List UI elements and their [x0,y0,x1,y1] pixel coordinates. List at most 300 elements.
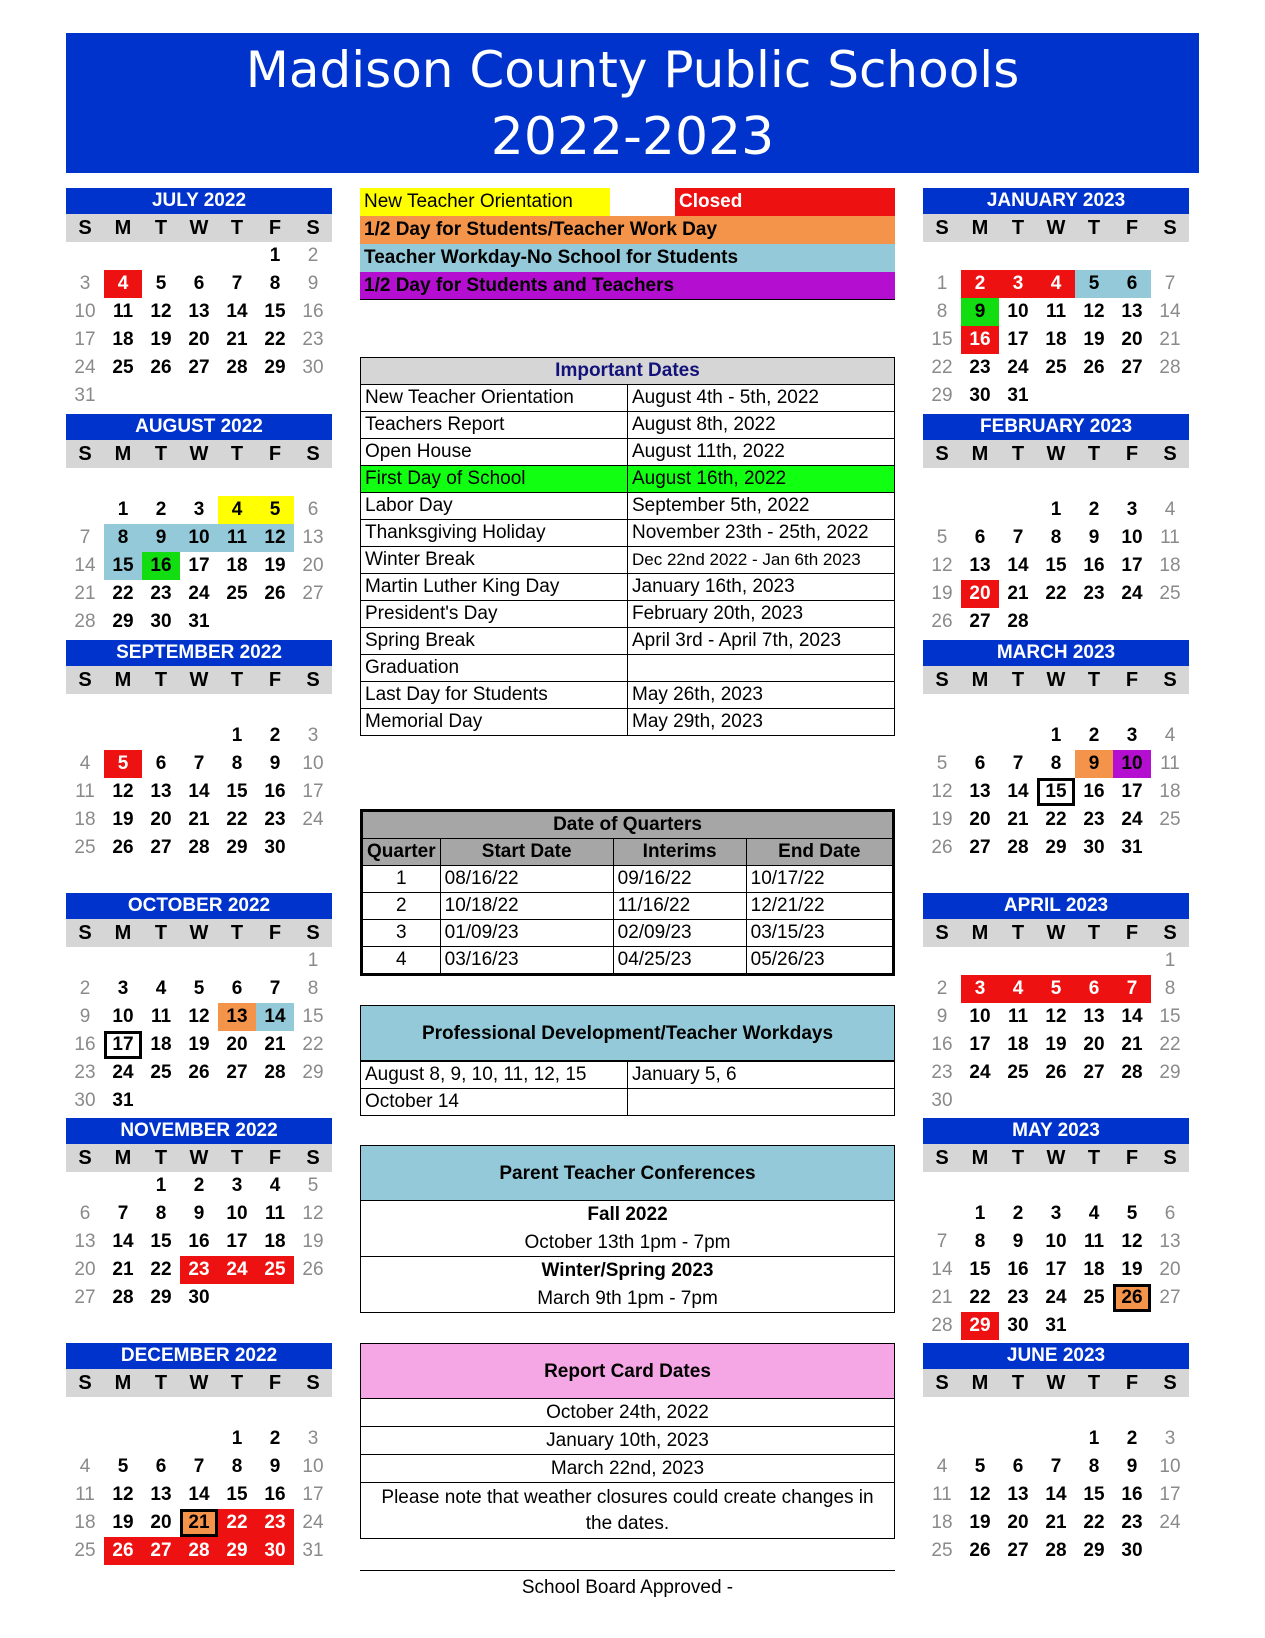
table-row [361,439,895,466]
day-cell: 31 [74,385,96,406]
day-cell [256,947,294,975]
weekday-label: T [154,1372,168,1394]
day-cell: 29 [150,1287,172,1308]
weekday-label: S [935,217,949,239]
day-cell: 6 [307,499,319,520]
weekday-label: W [189,669,209,691]
quarter-cell: 1 [362,866,441,893]
day-cell: 16 [1083,555,1105,576]
day-cell: 16 [1121,1484,1143,1505]
day-cell [218,1284,256,1312]
day-cell: 20 [1007,1512,1029,1533]
day-cell: 14 [1007,781,1029,802]
day-cell: 16 [302,301,324,322]
weekday-label: S [306,217,320,239]
day-cell: 1 [936,273,948,294]
weekday-label: F [268,669,282,691]
day-cell: 3 [307,1428,319,1449]
day-cell: 23 [931,1062,953,1083]
weekday-label: S [306,922,320,944]
month-right-5 [923,1343,1189,1565]
day-cell: 24 [1007,357,1029,378]
day-cell: 2 [961,270,999,298]
weekday-label: T [1087,217,1101,239]
day-cell: 16 [264,781,286,802]
day-cell: 14 [1159,301,1181,322]
day-cell: 12 [931,781,953,802]
weekday-label: S [935,443,949,465]
weekday-label: W [1046,217,1066,239]
day-cell [180,947,218,975]
day-cell: 8 [104,524,142,552]
week-row [66,1537,332,1565]
day-cell [66,1312,104,1340]
day-cell: 26 [302,1259,324,1280]
day-cell [1113,382,1151,410]
weekday-label: W [189,443,209,465]
day-cell: 2 [79,978,91,999]
quarter-cell: 3 [362,920,441,947]
day-cell [1037,608,1075,636]
event-date: February 20th, 2023 [628,601,895,628]
event-name: President's Day [361,601,628,628]
day-cell: 6 [231,978,243,999]
table-row [361,520,895,547]
event-date: May 26th, 2023 [628,682,895,709]
day-cell [1113,694,1151,722]
day-cell [104,1425,142,1453]
day-cell [1113,468,1151,496]
quarter-cell: 09/16/22 [613,866,746,893]
day-cell: 5 [1037,975,1075,1003]
week-row [66,1312,332,1340]
day-cell: 21 [188,809,210,830]
day-cell: 26 [931,611,953,632]
day-cell: 1 [231,1428,243,1449]
day-cell: 4 [936,1456,948,1477]
day-cell [294,694,332,722]
day-cell: 23 [1083,583,1105,604]
day-cell [104,722,142,750]
day-cell [961,496,999,524]
day-cell: 20 [961,580,999,608]
month-header: MARCH 2023 [923,640,1189,666]
day-cell: 23 [1121,1512,1143,1533]
day-cell: 4 [1088,1203,1100,1224]
week-row [66,722,332,750]
day-cell: 30 [1121,1540,1143,1561]
day-cell: 27 [1083,1062,1105,1083]
day-cell: 19 [1045,1034,1067,1055]
day-cell [1037,1172,1075,1200]
weekday-row [66,1144,332,1172]
day-cell [1075,382,1113,410]
week-row [923,298,1189,326]
event-name: Graduation [361,655,628,682]
day-cell: 20 [150,809,172,830]
weekday-label: F [1125,443,1139,465]
day-cell [66,947,104,975]
week-row [923,326,1189,354]
day-cell [999,468,1037,496]
weekday-label: S [1163,1147,1177,1169]
event-name: Martin Luther King Day [361,574,628,601]
quarter-cell: 4 [362,947,441,975]
day-cell: 20 [74,1259,96,1280]
week-row [923,552,1189,580]
day-cell: 27 [142,1537,180,1565]
day-cell: 3 [307,725,319,746]
day-cell: 29 [226,837,248,858]
day-cell: 15 [264,301,286,322]
day-cell: 8 [269,273,281,294]
day-cell: 13 [1159,1231,1181,1252]
day-cell: 25 [150,1062,172,1083]
day-cell: 31 [112,1090,134,1111]
week-row [923,1453,1189,1481]
day-cell: 11 [264,1203,286,1224]
day-cell: 27 [150,837,172,858]
day-cell: 10 [302,753,324,774]
pd-section [360,1005,895,1116]
day-cell: 8 [155,1203,167,1224]
quarters-header: Start Date [440,839,613,866]
day-cell: 1 [231,725,243,746]
day-cell: 25 [1007,1062,1029,1083]
table-row [361,1062,895,1089]
day-cell: 29 [931,385,953,406]
pd-cell [628,1089,895,1116]
day-cell: 16 [74,1034,96,1055]
day-cell: 26 [188,1062,210,1083]
day-cell: 16 [188,1231,210,1252]
day-cell [142,468,180,496]
day-cell: 17 [1007,329,1029,350]
day-cell: 28 [1159,357,1181,378]
weekday-label: S [935,1372,949,1394]
day-cell [961,947,999,975]
day-cell: 8 [1164,978,1176,999]
day-cell: 7 [1113,975,1151,1003]
event-date: August 11th, 2022 [628,439,895,466]
week-row [923,722,1189,750]
weekday-label: W [189,217,209,239]
day-cell [218,1087,256,1115]
day-cell: 9 [269,1456,281,1477]
day-cell [961,1397,999,1425]
day-cell: 30 [1007,1315,1029,1336]
table-row [361,682,895,709]
weekday-label: T [230,922,244,944]
weekday-label: W [1046,1372,1066,1394]
weekday-row [923,440,1189,468]
day-cell: 31 [1007,385,1029,406]
day-cell [294,834,332,862]
day-cell: 27 [302,583,324,604]
day-cell: 7 [1012,753,1024,774]
day-cell: 15 [1045,555,1067,576]
weekday-label: T [230,443,244,465]
day-cell: 30 [74,1090,96,1111]
day-cell: 17 [969,1034,991,1055]
day-cell: 1 [269,245,281,266]
day-cell: 3 [1164,1428,1176,1449]
table-row [361,1089,895,1116]
week-row [923,242,1189,270]
day-cell: 28 [1045,1540,1067,1561]
weekday-row [923,666,1189,694]
day-cell: 24 [302,1512,324,1533]
day-cell: 21 [1159,329,1181,350]
day-cell [923,1200,961,1228]
day-cell [104,242,142,270]
day-cell: 9 [193,1203,205,1224]
day-cell: 9 [936,1006,948,1027]
week-row [66,694,332,722]
day-cell [104,694,142,722]
table-row [361,574,895,601]
day-cell: 2 [269,725,281,746]
weekday-label: S [1163,443,1177,465]
day-cell: 6 [1113,270,1151,298]
weekday-label: T [1011,217,1025,239]
quarter-cell: 2 [362,893,441,920]
day-cell [961,694,999,722]
day-cell: 11 [75,781,95,802]
event-name: Last Day for Students [361,682,628,709]
day-cell: 13 [1083,1006,1105,1027]
day-cell [256,694,294,722]
day-cell: 31 [302,1540,324,1561]
month-left-4 [66,1118,332,1340]
day-cell: 19 [150,329,172,350]
ptc-spring-label: Winter/Spring 2023 [360,1257,895,1285]
day-cell: 21 [931,1287,953,1308]
day-cell: 25 [226,583,248,604]
weekday-label: T [1087,669,1101,691]
day-cell: 15 [931,329,953,350]
day-cell: 2 [269,1428,281,1449]
day-cell: 22 [112,583,134,604]
weekday-label: T [1087,1372,1101,1394]
day-cell: 22 [150,1259,172,1280]
week-row [923,750,1189,778]
weekday-row [923,1144,1189,1172]
report-cards-section [360,1343,895,1539]
day-cell: 25 [1045,357,1067,378]
day-cell: 9 [307,273,319,294]
week-row [923,806,1189,834]
day-cell [1151,1312,1189,1340]
weekday-label: W [1046,669,1066,691]
day-cell [66,242,104,270]
day-cell: 2 [193,1175,205,1196]
day-cell [999,722,1037,750]
quarters-header: End Date [746,839,893,866]
event-date: August 16th, 2022 [628,466,895,493]
day-cell [1113,947,1151,975]
legend-half-day-work: 1/2 Day for Students/Teacher Work Day [360,216,895,244]
day-cell: 18 [1045,329,1067,350]
day-cell: 5 [307,1175,319,1196]
day-cell [1037,382,1075,410]
day-cell: 17 [226,1231,248,1252]
day-cell [1075,694,1113,722]
day-cell: 5 [936,527,948,548]
week-row [923,947,1189,975]
week-row [923,468,1189,496]
event-date [628,655,895,682]
day-cell: 3 [1050,1203,1062,1224]
day-cell: 19 [112,1512,134,1533]
day-cell: 2 [1088,725,1100,746]
day-cell: 19 [264,555,286,576]
weekday-label: W [1046,922,1066,944]
week-row [66,608,332,636]
week-row [923,1481,1189,1509]
day-cell: 14 [1121,1006,1143,1027]
pd-cell: January 5, 6 [628,1062,895,1089]
day-cell: 15 [1083,1484,1105,1505]
weekday-label: S [78,922,92,944]
weekday-label: T [230,1147,244,1169]
day-cell [1151,1087,1189,1115]
day-cell: 9 [1126,1456,1138,1477]
month-header: JULY 2022 [66,188,332,214]
day-cell: 27 [1121,357,1143,378]
week-row [66,834,332,862]
day-cell: 25 [74,1540,96,1561]
day-cell [1113,1312,1151,1340]
quarter-cell: 03/15/23 [746,920,893,947]
day-cell: 25 [112,357,134,378]
weekday-label: M [971,1372,989,1394]
day-cell: 31 [1121,837,1143,858]
day-cell: 24 [1045,1287,1067,1308]
event-name: Open House [361,439,628,466]
day-cell: 9 [1012,1231,1024,1252]
weekday-label: S [1163,217,1177,239]
day-cell: 12 [112,1484,134,1505]
report-cards-title: Report Card Dates [360,1343,895,1399]
day-cell [1151,382,1189,410]
weekday-label: M [114,922,132,944]
weekday-label: T [1011,669,1025,691]
day-cell: 23 [264,809,286,830]
weekday-label: M [971,217,989,239]
day-cell: 2 [307,245,319,266]
day-cell: 15 [1159,1006,1181,1027]
week-row [66,975,332,1003]
week-row [923,694,1189,722]
event-name: New Teacher Orientation [361,385,628,412]
legend-workday: Teacher Workday-No School for Students [360,244,895,272]
week-row [66,326,332,354]
day-cell: 25 [1159,583,1181,604]
day-cell: 19 [112,809,134,830]
day-cell [1075,1172,1113,1200]
day-cell: 22 [226,809,248,830]
day-cell: 6 [974,753,986,774]
day-cell: 14 [112,1231,134,1252]
day-cell: 22 [969,1287,991,1308]
day-cell: 22 [1083,1512,1105,1533]
day-cell [180,242,218,270]
day-cell: 6 [1012,1456,1024,1477]
week-row [923,1425,1189,1453]
day-cell: 7 [269,978,281,999]
weekday-label: S [935,922,949,944]
day-cell [104,1172,142,1200]
day-cell: 10 [226,1203,248,1224]
title-line-1: Madison County Public Schools [245,41,1020,99]
day-cell [1037,1425,1075,1453]
week-row [923,1172,1189,1200]
day-cell: 9 [142,524,180,552]
day-cell: 23 [150,583,172,604]
day-cell [180,468,218,496]
week-row [66,1509,332,1537]
table-row [361,709,895,736]
day-cell: 26 [104,1537,142,1565]
day-cell: 6 [155,753,167,774]
day-cell: 7 [1050,1456,1062,1477]
quarter-cell: 08/16/22 [440,866,613,893]
day-cell [1113,1172,1151,1200]
table-row [361,655,895,682]
day-cell: 22 [1159,1034,1181,1055]
weekday-label: S [306,669,320,691]
week-row [66,242,332,270]
month-header: JUNE 2023 [923,1343,1189,1369]
day-cell: 11 [75,1484,95,1505]
day-cell: 29 [264,357,286,378]
day-cell: 8 [1050,753,1062,774]
day-cell: 13 [969,555,991,576]
day-cell: 9 [269,753,281,774]
day-cell: 26 [969,1540,991,1561]
day-cell: 10 [1045,1231,1067,1252]
day-cell: 8 [231,753,243,774]
day-cell: 28 [264,1062,286,1083]
quarter-cell: 01/09/23 [440,920,613,947]
day-cell: 25 [1083,1287,1105,1308]
event-date: May 29th, 2023 [628,709,895,736]
day-cell: 3 [1126,499,1138,520]
day-cell: 18 [74,809,96,830]
day-cell: 13 [188,301,210,322]
weekday-label: T [1011,443,1025,465]
month-left-0 [66,188,332,410]
day-cell: 19 [1083,329,1105,350]
weekday-label: S [306,1372,320,1394]
weekday-label: W [189,1372,209,1394]
day-cell [1151,468,1189,496]
legend-orientation: New Teacher Orientation [360,188,610,216]
day-cell: 11 [218,524,256,552]
day-cell: 4 [1164,725,1176,746]
day-cell [923,468,961,496]
day-cell [142,1087,180,1115]
month-header: NOVEMBER 2022 [66,1118,332,1144]
weekday-label: T [1011,1372,1025,1394]
event-name: Teachers Report [361,412,628,439]
day-cell [218,242,256,270]
day-cell: 10 [180,524,218,552]
event-date: November 23th - 25th, 2022 [628,520,895,547]
day-cell: 11 [1045,301,1067,322]
table-row [362,947,894,975]
